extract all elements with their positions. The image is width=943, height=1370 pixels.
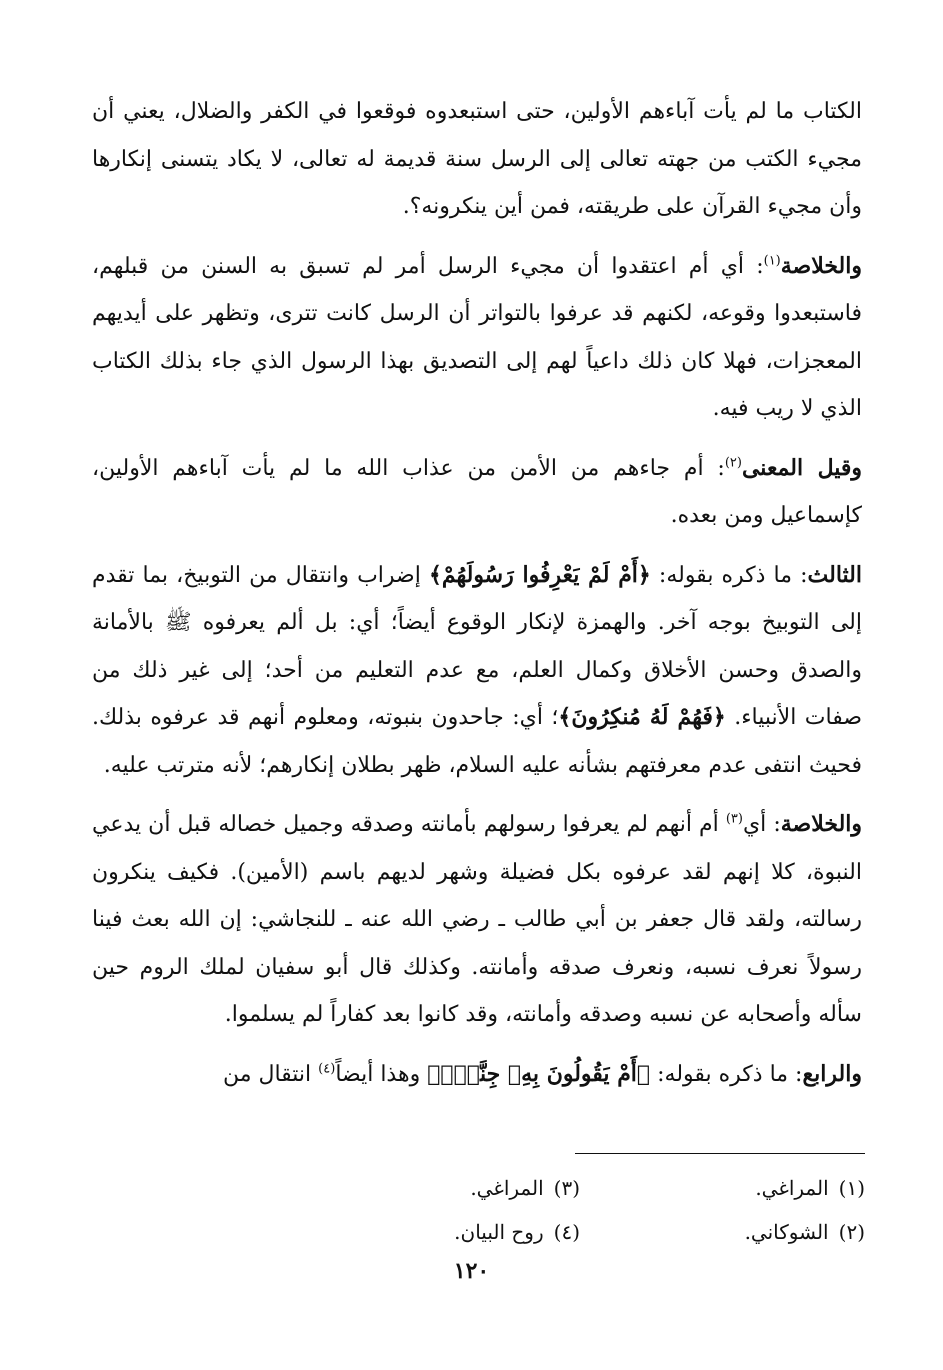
footnote xyxy=(300,1166,700,1210)
paragraph-lead: الثالث xyxy=(807,561,862,588)
paragraph-alt-meaning xyxy=(92,445,862,540)
paragraph-text: ؛ أي: جاحدون بنبوته، ومعلوم أنهم قد عرفوه بذلك. فحيث انتفى عدم معرفتهم بشأنه عليه السلام، ظهر بطلان إنكارهم؛ لأنه مترتب عليه. xyxy=(92,705,862,778)
footnote-text: المراغي. xyxy=(755,1176,829,1200)
quran-quote: ﴿أَمْ يَقُولُونَ بِهِۦ جِنَّةٌۢ﴾ xyxy=(427,1060,651,1087)
footnote-number: (٢) xyxy=(838,1220,865,1244)
paragraph-text: وهذا أيضاً xyxy=(335,1061,428,1087)
paragraph-text: الكتاب ما لم يأت آباءهم الأولين، حتى استبعدوه فوقعوا في الكفر والضلال، يعني أن مجيء الكتب من جهته تعالى إلى الرسل سنة قديمة له تعالى، لا يكاد يتسنى إنكارها وأن مجيء القرآن على طريقته، فمن أين ينكرونه؟. xyxy=(92,99,862,219)
paragraph-colon: : xyxy=(766,812,781,837)
footnote-ref: (٤) xyxy=(318,1061,336,1077)
quran-quote: ﴿فَهُمْ لَهُ مُنكِرُونَ﴾ xyxy=(558,704,726,730)
paragraph-text: أم أنهم لم يعرفوا رسولهم بأمانته وصدقه وجميل خصاله قبل أن يدعي النبوة، كلا إنهم لقد عرفوه بكل فضيلة وشهر لديهم باسم (الأمين). فكيف ينكرون رسالته، ولقد قال جعفر بن أبي طالب ـ رضي الله عنه ـ للنجاشي: إن الله بعث فينا رسولاً نعرف نسبه، ونعرف صدقه وأمانته. وكذلك قال أبو سفيان لملك الروم حين سأله وأصحابه عن نسبه وصدقه وأمانته، وقد كانوا بعد كفاراً لم يسلموا. xyxy=(92,812,862,1027)
footnote-number: (٣) xyxy=(553,1176,580,1200)
footnote xyxy=(700,1166,865,1210)
paragraph-colon: : xyxy=(703,455,725,481)
footnote-row xyxy=(300,1210,865,1254)
paragraph-colon: : xyxy=(788,1061,803,1087)
paragraph-lead: وقيل المعنى xyxy=(741,454,863,481)
paragraph-lead: والرابع xyxy=(802,1060,862,1087)
footnote xyxy=(300,1210,700,1254)
footnote-text: روح البيان. xyxy=(454,1220,544,1244)
footnote-row xyxy=(300,1166,865,1210)
paragraph-text: أي xyxy=(742,812,767,837)
footnote-text: الشوكاني. xyxy=(744,1220,829,1244)
paragraph-lead: والخلاصة xyxy=(780,252,862,279)
page-number: ١٢٠ xyxy=(453,1258,490,1284)
paragraph-colon: : xyxy=(792,562,808,588)
footnote-divider xyxy=(575,1153,865,1154)
paragraph-text: أم جاءهم من الأمن من عذاب الله ما لم يأت آباءهم الأولين، كإسماعيل ومن بعده. xyxy=(92,455,862,528)
paragraph-colon: : xyxy=(744,253,764,279)
paragraph-summary-1 xyxy=(92,243,862,433)
footnote xyxy=(700,1210,865,1254)
paragraph-summary-2 xyxy=(92,801,862,1039)
footnote-number: (٤) xyxy=(553,1220,580,1244)
paragraph-third xyxy=(92,552,862,790)
paragraph-text: أي أم اعتقدوا أن مجيء الرسل أمر لم تسبق به السنن من قبلهم، فاستبعدوا وقوعه، لكنهم قد عرفوا بالتواتر أن الرسل كانت تترى، وتظهر على أيديهم المعجزات، فهلا كان ذلك داعياً لهم إلى التصديق بهذا الرسول الذي جاء بذلك الكتاب الذي لا ريب فيه. xyxy=(92,253,862,421)
paragraph-text: انتقال من xyxy=(222,1061,319,1087)
paragraph-lead: والخلاصة xyxy=(780,811,863,837)
paragraph-continuation xyxy=(92,88,862,231)
paragraph-text: إضراب وانتقال من التوبيخ، بما تقدم إلى التوبيخ بوجه آخر. والهمزة لإنكار الوقوع أيضاً؛ أي: بل ألم يعرفوه ﷺ بالأمانة والصدق وحسن الأخلاق وكمال العلم، مع عدم التعليم من أحد؛ إلى غير ذلك من صفات الأنبياء. xyxy=(92,562,863,730)
footnote-ref: (٢) xyxy=(724,455,742,471)
paragraph-fourth xyxy=(92,1051,862,1099)
quran-quote: ﴿أَمْ لَمْ يَعْرِفُوا رَسُولَهُمْ﴾ xyxy=(428,561,651,588)
paragraph-text: ما ذكره بقوله: xyxy=(650,1061,789,1087)
footnote-number: (١) xyxy=(838,1176,865,1200)
paragraph-text: ما ذكره بقوله: xyxy=(650,562,793,588)
footnote-ref: (٣) xyxy=(725,811,743,827)
footnotes xyxy=(300,1166,865,1254)
footnote-text: المراغي. xyxy=(470,1176,544,1200)
main-text xyxy=(92,88,862,1110)
footnote-ref: (١) xyxy=(763,253,781,269)
